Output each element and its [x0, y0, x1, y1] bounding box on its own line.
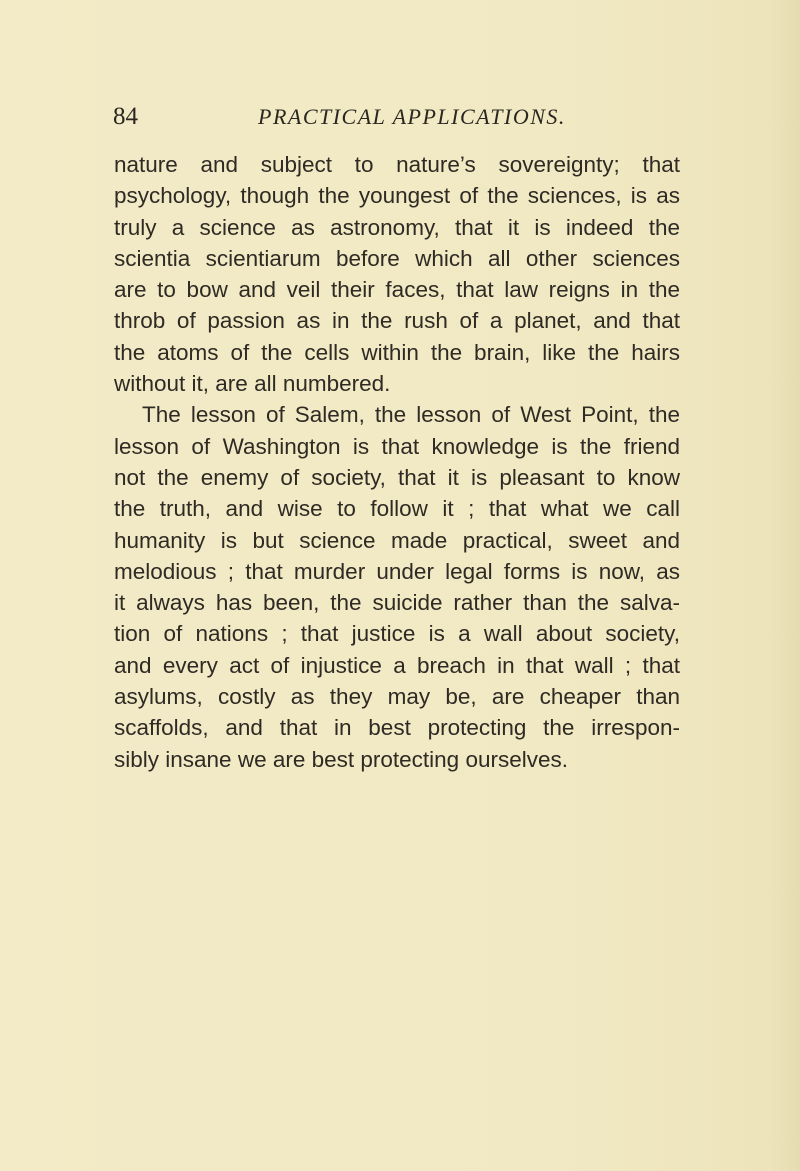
page-number: 84: [113, 103, 138, 130]
text-line: and every act of injustice a breach in that wall ; that: [114, 652, 680, 678]
text-line: nature and subject to nature’s sovereignty; that: [114, 152, 680, 177]
text-line: truly a science as astronomy, that it is indeed the: [114, 214, 680, 240]
text-line: melodious ; that murder under legal forms is now, as: [114, 558, 680, 584]
text-line: not the enemy of society, that it is pleasant to know: [114, 464, 680, 490]
text-line: lesson of Washington is that knowledge is the friend: [114, 433, 680, 459]
text-line: the atoms of the cells within the brain, like the hairs: [114, 339, 680, 365]
page-header: [113, 97, 673, 137]
text-line: it always has been, the suicide rather than the salva-: [114, 590, 680, 616]
text-line: sibly insane we are best protecting ourselves.: [114, 746, 568, 772]
text-line: The lesson of Salem, the lesson of West Point, the: [142, 402, 680, 428]
text-line: without it, are all numbered.: [114, 371, 391, 397]
text-line: the truth, and wise to follow it ; that what we call: [114, 496, 680, 522]
text-line: are to bow and veil their faces, that law reigns in the: [114, 277, 680, 303]
text-line: throb of passion as in the rush of a planet, and that: [114, 308, 680, 334]
text-line: scientia scientiarum before which all other sciences: [114, 245, 680, 271]
text-line: psychology, though the youngest of the sciences, is as: [114, 183, 680, 209]
running-head: PRACTICAL APPLICATIONS.: [258, 104, 566, 129]
body-text: [114, 149, 680, 775]
text-line: tion of nations ; that justice is a wall about society,: [114, 621, 680, 647]
text-line: humanity is but science made practical, sweet and: [114, 527, 680, 553]
text-line: asylums, costly as they may be, are cheaper than: [114, 684, 680, 710]
text-line: scaffolds, and that in best protecting the irrespon-: [114, 715, 680, 741]
